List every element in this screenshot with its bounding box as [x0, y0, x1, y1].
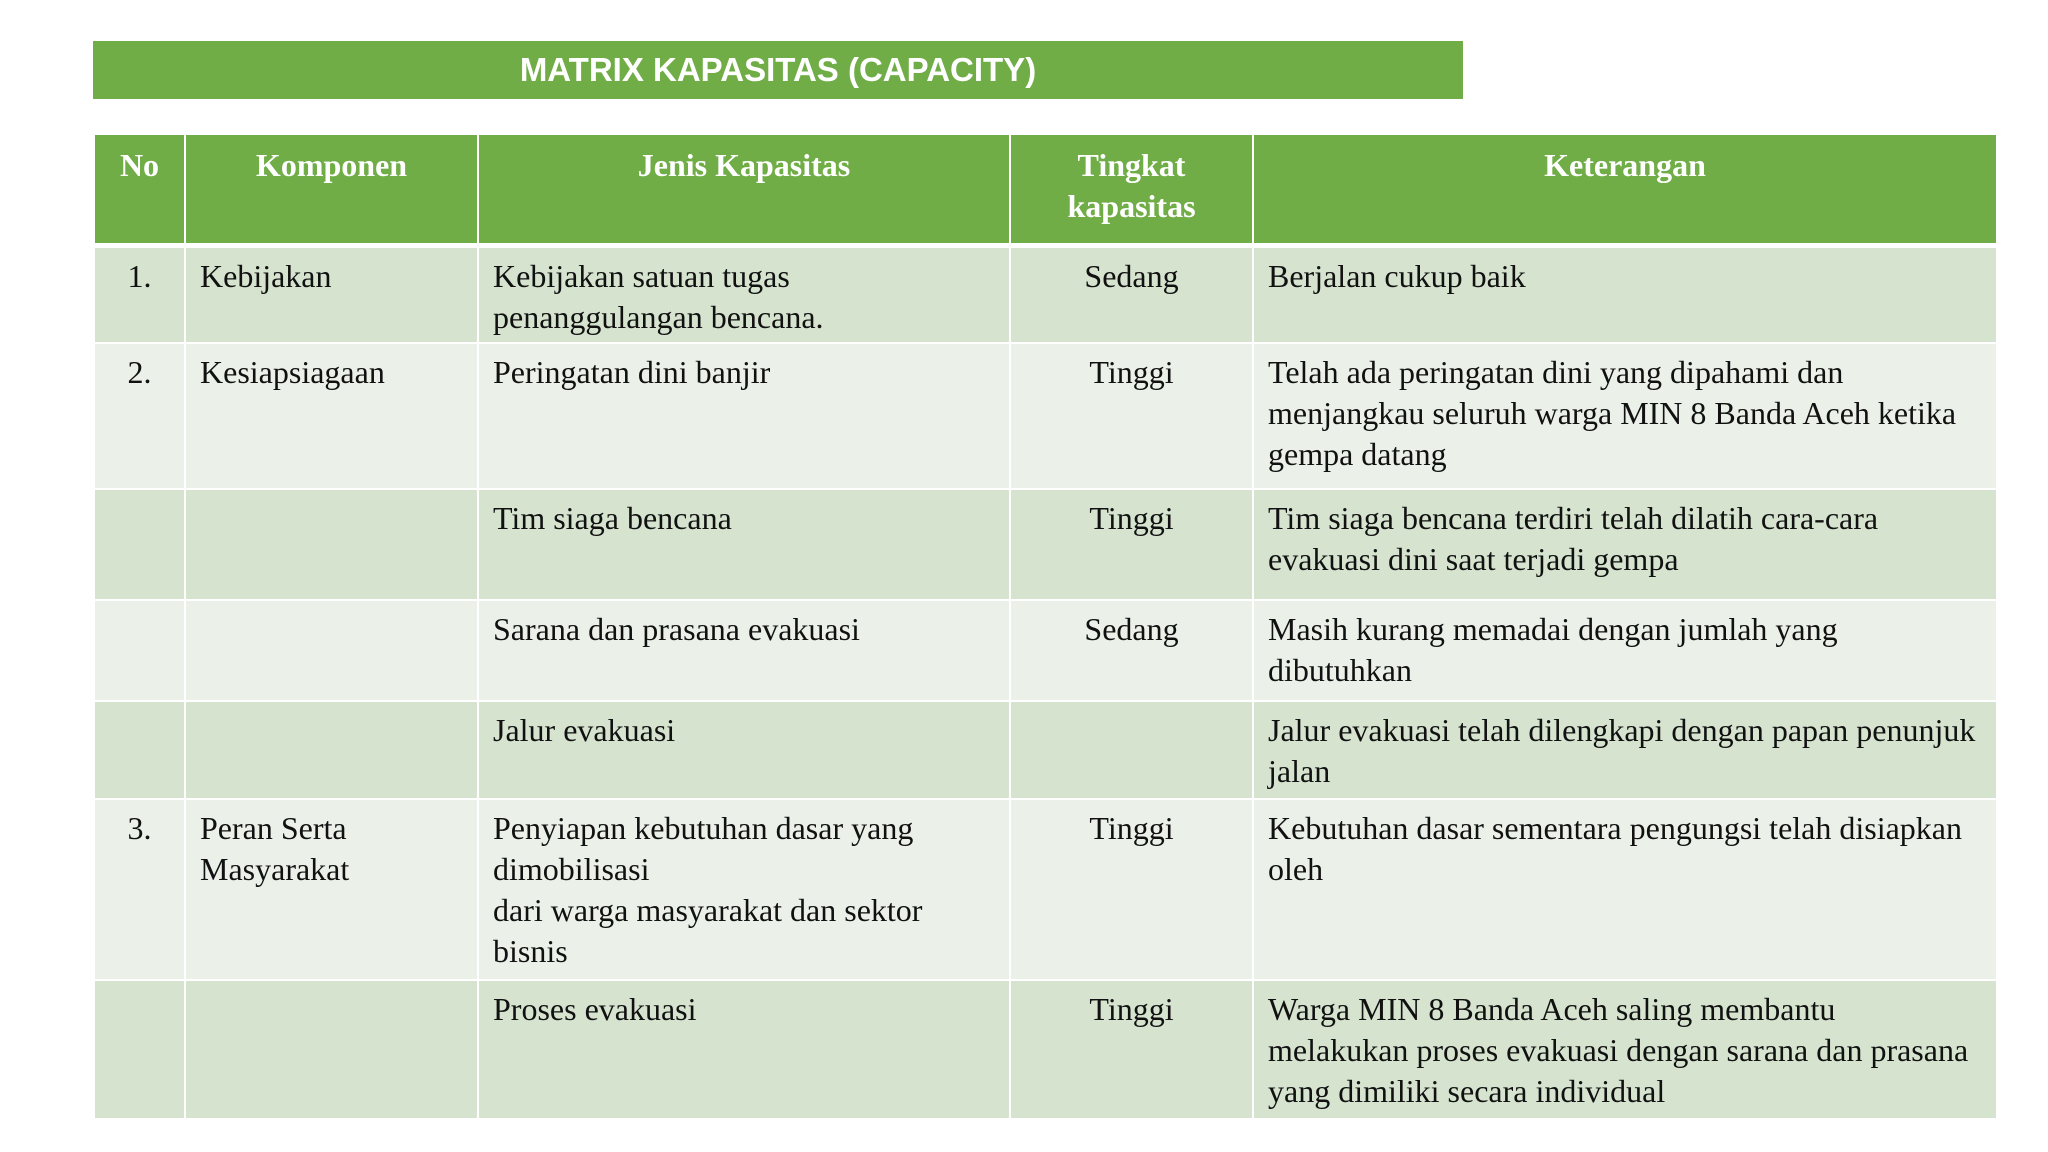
cell-jenis-kapasitas: Peringatan dini banjir	[478, 343, 1010, 489]
cell-keterangan: Kebutuhan dasar sementara pengungsi telah disiapkan oleh	[1253, 799, 1997, 980]
table-row	[94, 799, 1997, 980]
cell-no	[94, 701, 185, 799]
cell-jenis-kapasitas: Jalur evakuasi	[478, 701, 1010, 799]
table-row	[94, 245, 1997, 343]
cell-komponen	[185, 980, 478, 1119]
header-tingkat-kapasitas: Tingkat kapasitas	[1010, 134, 1253, 245]
cell-keterangan: Tim siaga bencana terdiri telah dilatih cara-cara evakuasi dini saat terjadi gempa	[1253, 489, 1997, 600]
cell-tingkat-kapasitas: Tinggi	[1010, 489, 1253, 600]
cell-no: 3.	[94, 799, 185, 980]
table-row	[94, 489, 1997, 600]
cell-komponen	[185, 701, 478, 799]
cell-tingkat-kapasitas: Sedang	[1010, 245, 1253, 343]
cell-no: 1.	[94, 245, 185, 343]
slide-title: MATRIX KAPASITAS (CAPACITY)	[93, 41, 1463, 99]
cell-no	[94, 600, 185, 701]
cell-tingkat-kapasitas: Tinggi	[1010, 980, 1253, 1119]
cell-tingkat-kapasitas: Tinggi	[1010, 343, 1253, 489]
cell-no	[94, 489, 185, 600]
capacity-matrix-table	[93, 133, 1998, 1120]
table-row	[94, 343, 1997, 489]
cell-jenis-kapasitas: Proses evakuasi	[478, 980, 1010, 1119]
cell-komponen: Kebijakan	[185, 245, 478, 343]
cell-keterangan: Telah ada peringatan dini yang dipahami dan menjangkau seluruh warga MIN 8 Banda Aceh ketika gempa datang	[1253, 343, 1997, 489]
cell-jenis-kapasitas: Kebijakan satuan tugas penanggulangan bencana.	[478, 245, 1010, 343]
cell-komponen: Kesiapsiagaan	[185, 343, 478, 489]
cell-komponen	[185, 600, 478, 701]
cell-tingkat-kapasitas: Tinggi	[1010, 799, 1253, 980]
cell-tingkat-kapasitas: Sedang	[1010, 600, 1253, 701]
cell-keterangan: Warga MIN 8 Banda Aceh saling membantu melakukan proses evakuasi dengan sarana dan prasana yang dimiliki secara individual	[1253, 980, 1997, 1119]
cell-jenis-kapasitas: Sarana dan prasana evakuasi	[478, 600, 1010, 701]
cell-jenis-kapasitas: Penyiapan kebutuhan dasar yang dimobilisasi dari warga masyarakat dan sektor bisnis	[478, 799, 1010, 980]
cell-no: 2.	[94, 343, 185, 489]
cell-keterangan: Jalur evakuasi telah dilengkapi dengan papan penunjuk jalan	[1253, 701, 1997, 799]
cell-komponen: Peran Serta Masyarakat	[185, 799, 478, 980]
header-jenis-kapasitas: Jenis Kapasitas	[478, 134, 1010, 245]
header-komponen: Komponen	[185, 134, 478, 245]
cell-komponen	[185, 489, 478, 600]
table-row	[94, 600, 1997, 701]
cell-keterangan: Masih kurang memadai dengan jumlah yang dibutuhkan	[1253, 600, 1997, 701]
cell-keterangan: Berjalan cukup baik	[1253, 245, 1997, 343]
table-header-row	[94, 134, 1997, 245]
header-keterangan: Keterangan	[1253, 134, 1997, 245]
header-no: No	[94, 134, 185, 245]
cell-tingkat-kapasitas	[1010, 701, 1253, 799]
cell-no	[94, 980, 185, 1119]
table-row	[94, 980, 1997, 1119]
cell-jenis-kapasitas: Tim siaga bencana	[478, 489, 1010, 600]
table-row	[94, 701, 1997, 799]
